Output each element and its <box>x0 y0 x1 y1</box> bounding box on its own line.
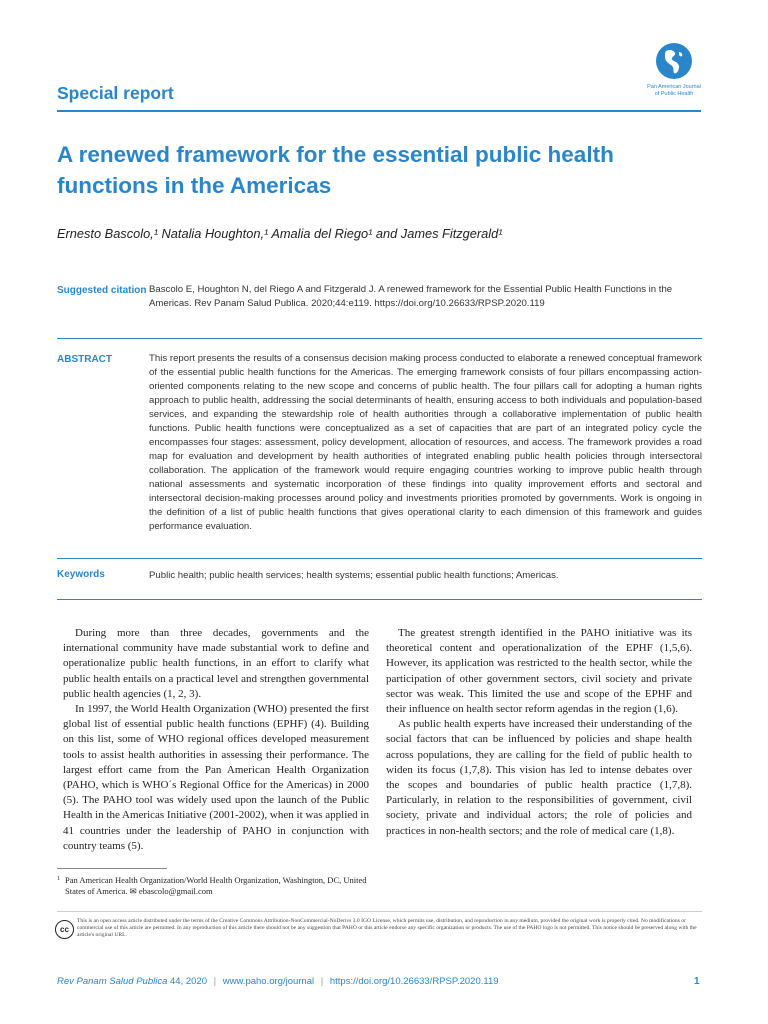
footnote-rule <box>57 868 167 869</box>
footer-journal: Rev Panam Salud Publica <box>57 976 168 987</box>
body-column-right <box>386 626 692 839</box>
keywords-text: Public health; public health services; health systems; essential public health functions; Americas. <box>149 570 559 581</box>
section-label: Special report <box>57 83 174 103</box>
keywords-label: Keywords <box>57 569 105 580</box>
body-column-left <box>63 626 369 854</box>
section-divider <box>57 599 702 600</box>
body-paragraph: The greatest strength identified in the PAHO initiative was its theoretical content and operationalization of the EPHF (1,5,6). However, its application was restricted to the health sector, while the participation of other government sectors, civil society and private sector was weak. This limited the use and scope of the EPHF and their influence on health sector reform agendas in the region (1,6). <box>386 627 692 716</box>
citation-text: Bascolo E, Houghton N, del Riego A and Fitzgerald J. A renewed framework for the Essential Public Health Functions in the Americas. Rev Panam Salud Publica. 2020;44:e119. https://doi.org/10.26633/RPSP.2020.119 <box>149 284 673 309</box>
footer-site-link[interactable]: www.paho.org/journal <box>222 976 315 987</box>
cc-icon: cc <box>55 920 74 939</box>
globe-americas-icon <box>655 42 693 80</box>
abstract-text: This report presents the results of a consensus decision making process conducted to elaborate a renewed conceptual framework of the essential public health functions for the Americas. The emerging framework consists of four pillars encompassing action-oriented components relating to the new scope and concerns of public health. The four pillars call for adopting a human rights approach to public health, addressing the social determinants of health, ensuring access to both individuals and population-based services, and expanding the stewardship role of health authorities through a collaborative implementation of public health functions. Public health functions were conceptualized as a set of capacities that are part of an integrated policy cycle the encompasses four stages: assessment, policy development, allocation of resources, and access. The framework provides a road map for evaluation and development by health authorities of integrated enabling public health policies through intersectoral collaboration. The application of the framework would require engaging countries working to improve public health through national assessments and systematic incorporation of these findings into quality improvement efforts and sectoral and intersectoral decision-making processes around policy and investments priorities promoted by governments. Work is ongoing in the definition of a list of public health functions that gives operational clarity to each dimension of this framework and guides performance evaluation. <box>149 353 702 532</box>
author-list: Ernesto Bascolo,¹ Natalia Houghton,¹ Amalia del Riego¹ and James Fitzgerald¹ <box>57 226 503 241</box>
footnote-text: Pan American Health Organization/World Health Organization, Washington, DC, United States of America. ✉ ebascolo@gmail.com <box>65 875 367 896</box>
journal-logo <box>646 42 702 97</box>
body-paragraph: During more than three decades, governments and the international community have made substantial work to define and operationalize public health functions, in an effort to clarify what public health entails on a practical level and strengthen governmental public health agencies (1, 2, 3). <box>63 627 369 700</box>
footer-issue: 44, 2020 <box>170 976 207 987</box>
header-rule <box>57 110 701 112</box>
footnote-marker: 1 <box>57 876 60 882</box>
journal-logo-text: Pan American Journal of Public Health <box>647 84 701 97</box>
abstract-label: ABSTRACT <box>57 354 112 365</box>
page-footer <box>57 976 499 987</box>
footer-separator: | <box>213 976 217 987</box>
affiliation-footnote <box>57 875 372 897</box>
citation-label: Suggested citation <box>57 285 147 296</box>
page-number: 1 <box>694 976 700 987</box>
footer-doi-link[interactable]: https://doi.org/10.26633/RPSP.2020.119 <box>329 976 499 987</box>
license-rule <box>57 911 702 912</box>
footer-separator: | <box>320 976 324 987</box>
body-paragraph: As public health experts have increased their understanding of the social factors that can be influenced by policies and shape health across populations, they are calling for the field of public health to widen its focus (1,7,8). This vision has led to intense debates over the scopes and boundaries of public health practice (1,7,8). Particularly, in relation to the responsibilities of government, civil society, private and individual actors; the role of policies and practices in non-health sectors; and the role of medical care (1,8). <box>386 718 692 837</box>
article-title: A renewed framework for the essential public health functions in the Americas <box>57 142 614 198</box>
license-text: This is an open access article distributed under the terms of the Creative Commons Attribution-NonCommercial-NoDerivs 3.0 IGO License, which permits use, distribution, and reproduction in any medium, provided the original work is properly cited. No modifications or commercial use of this article are permitted. In any reproduction of this article there should not be any suggestion that PAHO or this article endorse any specific organization or products. The use of the PAHO logo is not permitted. This notice should be preserved along with the article's original URL. <box>77 918 697 939</box>
section-divider <box>57 558 702 559</box>
section-divider <box>57 338 702 339</box>
body-paragraph: In 1997, the World Health Organization (WHO) presented the first global list of essential public health functions (EPHF) (4). Building on this list, some of WHO regional offices developed measurement tools to assist health authorities in assessing their performance. The largest effort came from the Pan American Health Organization (PAHO, which is WHO´s Regional Office for the Americas) in 2000 (5). The PAHO tool was widely used upon the launch of the Public Health in the Americas Initiative (2001-2002), when it was applied in 41 countries under the leadership of PAHO in conjunction with country teams (5). <box>63 703 369 852</box>
